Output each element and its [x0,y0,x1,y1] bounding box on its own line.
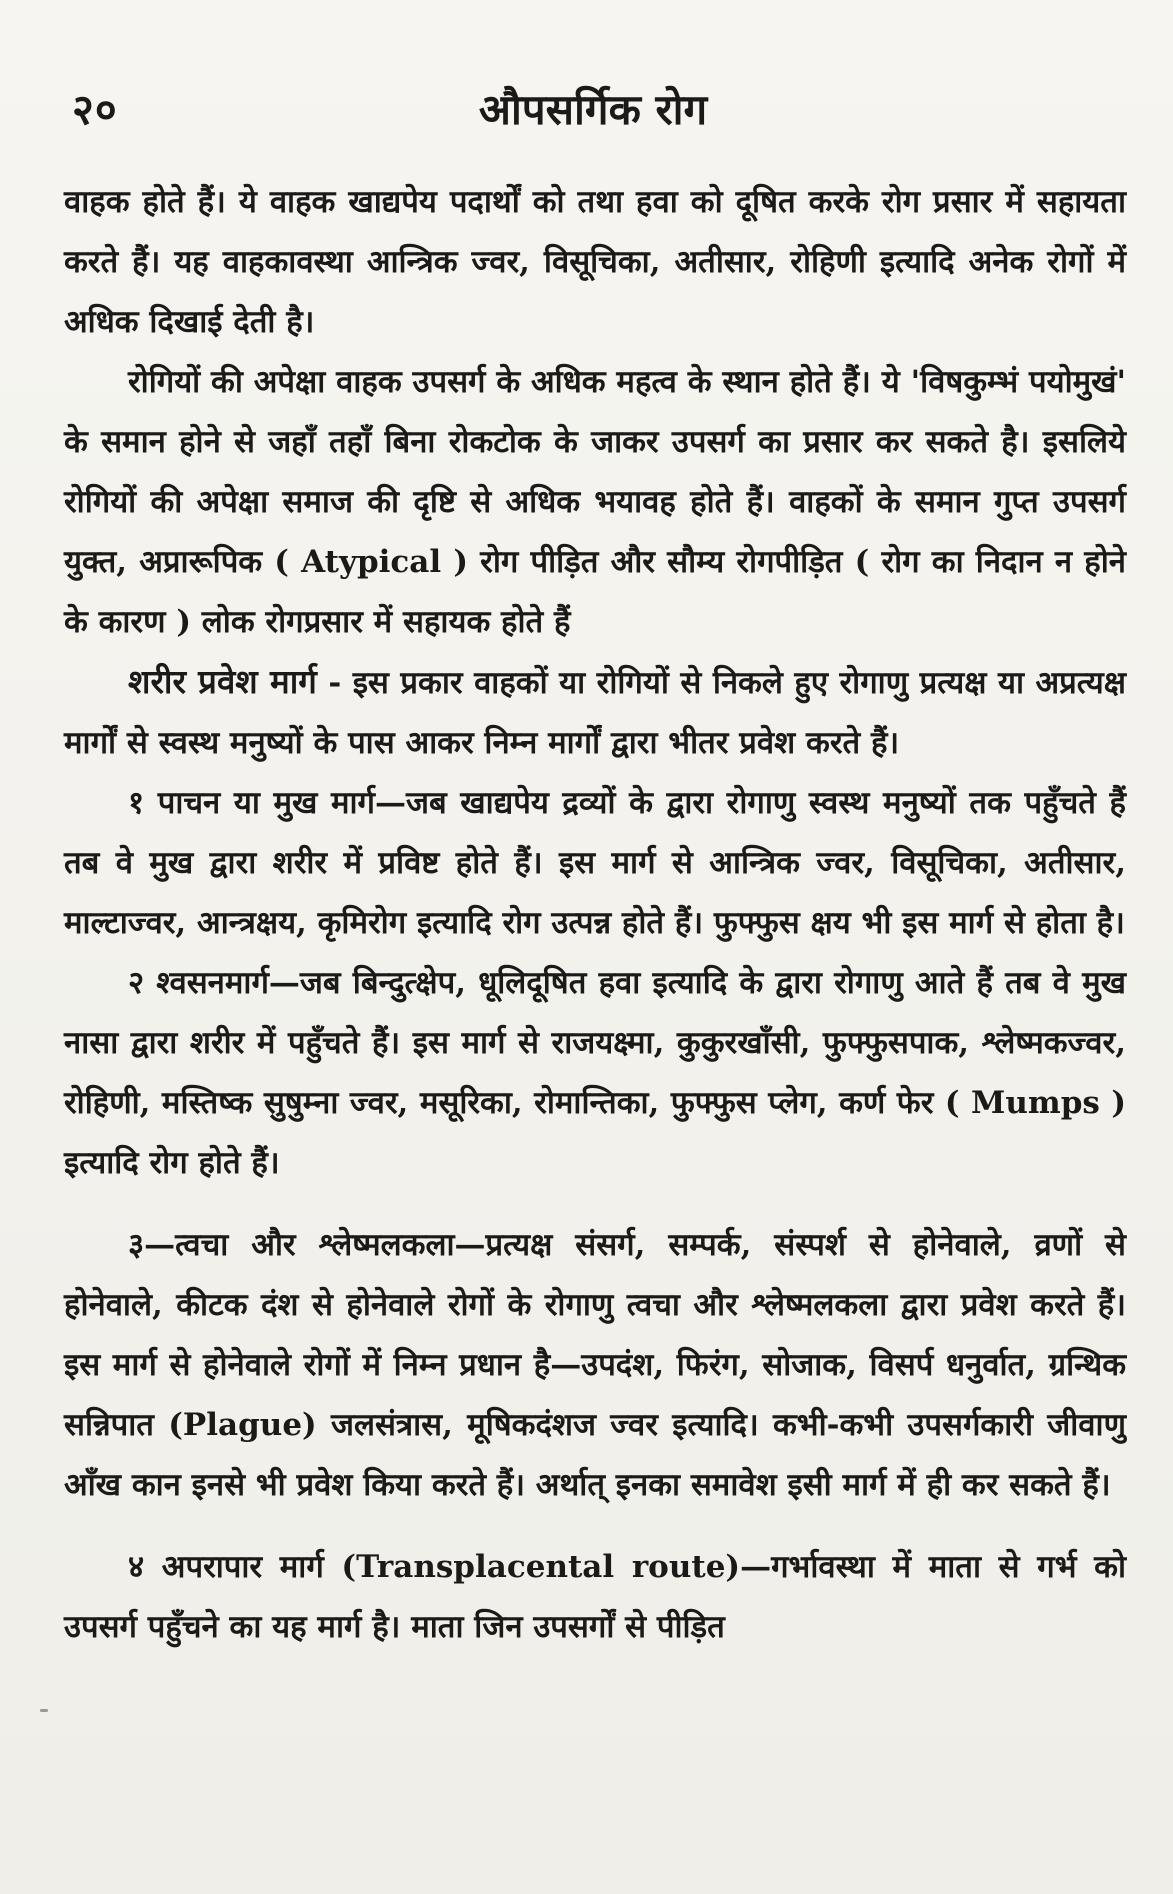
paragraph-carriers-intro: वाहक होते हैं। ये वाहक खाद्यपेय पदार्थों को तथा हवा को दूषित करके रोग प्रसार में सहायता करते हैं। यह वाहकावस्था आन्त्रिक ज्वर, विसूचिका, अतीसार, रोहिणी इत्यादि अनेक रोगों में अधिक दिखाई देती है। [64,184,1126,340]
page-header [60,80,1126,140]
paragraph-entry-routes [64,652,1126,773]
page-number: २० [72,85,118,134]
paragraph-route-transplacental: ४ अपरापार मार्ग (Transplacental route)—गर्भावस्था में माता से गर्भ को उपसर्ग पहुँचने का यह मार्ग है। माता जिन उपसर्गों से पीड़ित [64,1549,1126,1645]
body-text [64,172,1126,1657]
paragraph-route-oral: १ पाचन या मुख मार्ग—जब खाद्यपेय द्रव्यों के द्वारा रोगाणु स्वस्थ मनुष्यों तक पहुँचते हैं तब वे मुख द्वारा शरीर में प्रविष्ट होते हैं। इस मार्ग से आन्त्रिक ज्वर, विसूचिका, अतीसार, माल्टाज्वर, आन्त्रक्षय, कृमिरोग इत्यादि रोग उत्पन्न होते हैं। फुफ्फुस क्षय भी इस मार्ग से होता है। [64,785,1126,941]
paragraph-route-skin: ३—त्वचा और श्लेष्मलकला—प्रत्यक्ष संसर्ग, सम्पर्क, संस्पर्श से होनेवाले, व्रणों से होनेवाले, कीटक दंश से होनेवाले रोगों के रोगाणु त्वचा और श्लेष्मलकला द्वारा प्रवेश करते हैं। इस मार्ग से होनेवाले रोगों में निम्न प्रधान है—उपदंश, फिरंग, सोजाक, विसर्प धनुर्वात, ग्रन्थिक सन्निपात (Plague) जलसंत्रास, मूषिकदंशज ज्वर इत्यादि। कभी-कभी उपसर्गकारी जीवाणु आँख कान इनसे भी प्रवेश किया करते हैं। अर्थात् इनका समावेश इसी मार्ग में ही कर सकते हैं। [64,1227,1126,1503]
paragraph-route-respiratory: २ श्वसनमार्ग—जब बिन्दुत्क्षेप, धूलिदूषित हवा इत्यादि के द्वारा रोगाणु आते हैं तब वे मुख नासा द्वारा शरीर में पहुँचते हैं। इस मार्ग से राजयक्ष्मा, कुकुरखाँसी, फुफ्फुसपाक, श्लेष्मकज्वर, रोहिणी, मस्तिष्क सुषुम्ना ज्वर, मसूरिका, रोमान्तिका, फुफ्फुस प्लेग, कर्ण फेर ( Mumps ) इत्यादि रोग होते हैं। [64,965,1126,1181]
print-speck [40,1709,48,1712]
running-title: औपसर्गिक रोग [478,85,708,134]
paragraph-carriers-importance: रोगियों की अपेक्षा वाहक उपसर्ग के अधिक महत्व के स्थान होते हैं। ये 'विषकुम्भं पयोमुखं' के समान होने से जहाँ तहाँ बिना रोकटोक के जाकर उपसर्ग का प्रसार कर सकते है। इसलिये रोगियों की अपेक्षा समाज की दृष्टि से अधिक भयावह होते हैं। वाहकों के समान गुप्त उपसर्ग युक्त, अप्रारूपिक ( Atypical ) रोग पीड़ित और सौम्य रोगपीड़ित ( रोग का निदान न होने के कारण ) लोक रोगप्रसार में सहायक होते हैं [64,364,1126,640]
section-heading-entry-routes: शरीर प्रवेश मार्ग [128,662,317,701]
paragraph-entry-routes-text: - इस प्रकार वाहकों या रोगियों से निकले हुए रोगाणु प्रत्यक्ष या अप्रत्यक्ष मार्गों से स्वस्थ मनुष्यों के पास आकर निम्न मार्गों द्वारा भीतर प्रवेश करते हैं। [64,665,1127,761]
